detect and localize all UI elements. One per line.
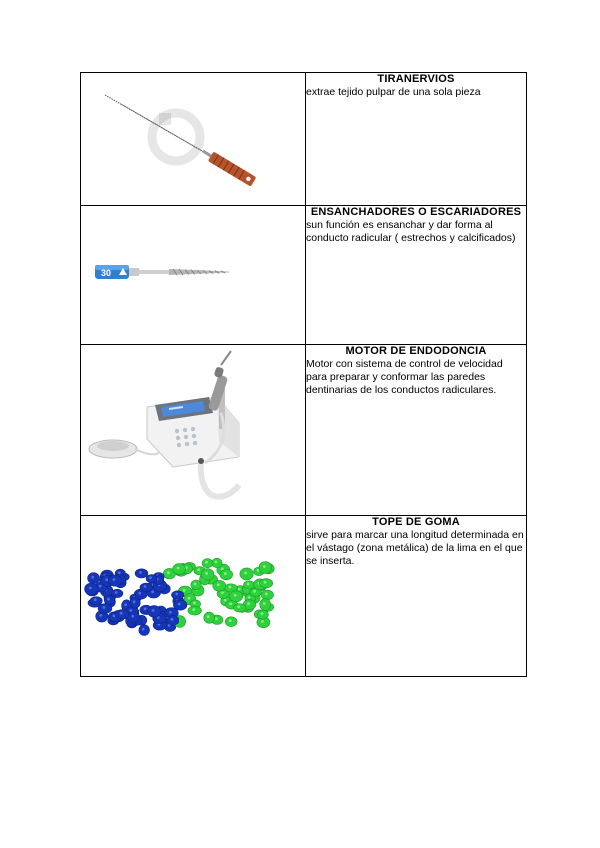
table-row	[81, 73, 527, 206]
text-cell	[306, 73, 527, 206]
table-row	[81, 516, 527, 677]
image-cell	[81, 73, 306, 206]
rubber-stoppers-icon	[81, 516, 305, 676]
reamer-size-label: 30	[101, 268, 112, 278]
barbed-broach-icon	[81, 73, 305, 205]
image-cell	[81, 516, 306, 677]
item-description: sirve para marcar una longitud determinada en el vástago (zona metálica) de la lima en el que se inserta.	[306, 529, 524, 567]
item-title: TOPE DE GOMA	[372, 516, 460, 528]
image-cell	[81, 345, 306, 516]
item-description: sun función es ensanchar y dar forma al conducto radicular ( estrechos y calcificados)	[306, 219, 516, 244]
text-cell	[306, 206, 527, 345]
item-title: MOTOR DE ENDODONCIA	[345, 345, 487, 357]
item-title: TIRANERVIOS	[377, 73, 455, 85]
instrument-table	[80, 72, 527, 677]
item-description: extrae tejido pulpar de una sola pieza	[306, 86, 481, 98]
table-row	[81, 206, 527, 345]
item-title: ENSANCHADORES O ESCARIADORES	[310, 206, 522, 218]
reamer-file-icon	[81, 206, 305, 344]
table-row	[81, 345, 527, 516]
text-cell	[306, 516, 527, 677]
text-cell	[306, 345, 527, 516]
item-description: Motor con sistema de control de velocidad para preparar y conformar las paredes dentinarias de los conductos radiculares.	[306, 358, 503, 396]
endodontic-motor-icon	[81, 345, 305, 515]
image-cell	[81, 206, 306, 345]
